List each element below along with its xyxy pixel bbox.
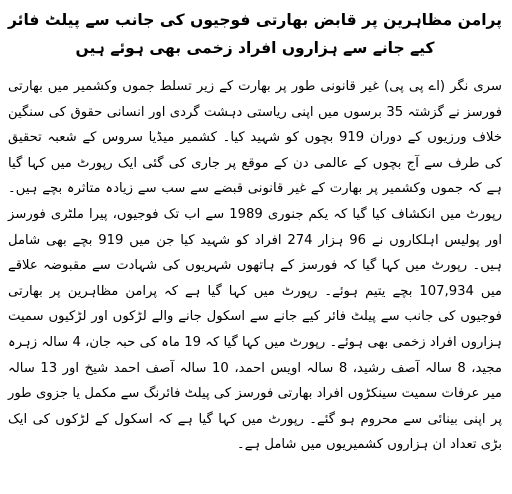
headline: پرامن مظاہرین پر قابض بھارتی فوجیوں کی جانب سے پیلٹ فائر کیے جانے سے ہزاروں افراد زخمی بھی ہوئے ہیں <box>8 11 502 57</box>
article-body: سری نگر (اے پی پی) غیر قانونی طور پر بھارت کے زیر تسلط جموں وکشمیر میں بھارتی فورسز نے گزشتہ 35 برسوں میں اپنی ریاستی دہشت گردی اور انسانی حقوق کی سنگین خلاف ورزیوں کے دوران 919 بچوں کو شہید کیا۔ کشمیر میڈیا سروس کے شعبہ تحقیق کی طرف سے آج بچوں کے عالمی دن کے موقع پر جاری کی گئی ایک رپورٹ میں کہا گیا ہے کہ جموں وکشمیر پر بھارت کے غیر قانونی قبضے سے سب سے زیادہ متاثرہ بچے ہیں۔ رپورٹ میں انکشاف کیا گیا کہ یکم جنوری 1989 سے اب تک فوجیوں، پیرا ملٹری فورسز اور پولیس اہلکاروں نے 96 ہزار 274 افراد کو شہید کیا جن میں 919 بچے بھی شامل ہیں۔ رپورٹ میں کہا گیا کہ فورسز کے ہاتھوں شہریوں کی شہادت سے مقبوضہ علاقے میں 107,934 بچے یتیم ہوئے۔ رپورٹ میں کہا گیا ہے کہ پرامن مظاہرین پر بھارتی فوجیوں کی جانب سے پیلٹ فائر کیے جانے سے اسکول جانے والے لڑکوں اور لڑکیوں سمیت ہزاروں افراد زخمی بھی ہوئے۔ رپورٹ میں کہا گیا کہ 19 ماہ کی حبہ جان، 4 سالہ زہرہ مجید، 8 سالہ آصف رشید، 8 سالہ اویس احمد، 10 سالہ آصف احمد شیخ اور 13 سالہ میر عرفات سمیت سینکڑوں افراد بھارتی فورسز کی پیلٹ فائرنگ سے مکمل یا جزوی طور پر اپنی بینائی سے محروم ہو گئے۔ رپورٹ میں کہا گیا ہے کہ اسکول کے لڑکوں کی ایک بڑی تعداد ان ہزاروں کشمیریوں میں شامل ہے۔ <box>8 79 502 453</box>
